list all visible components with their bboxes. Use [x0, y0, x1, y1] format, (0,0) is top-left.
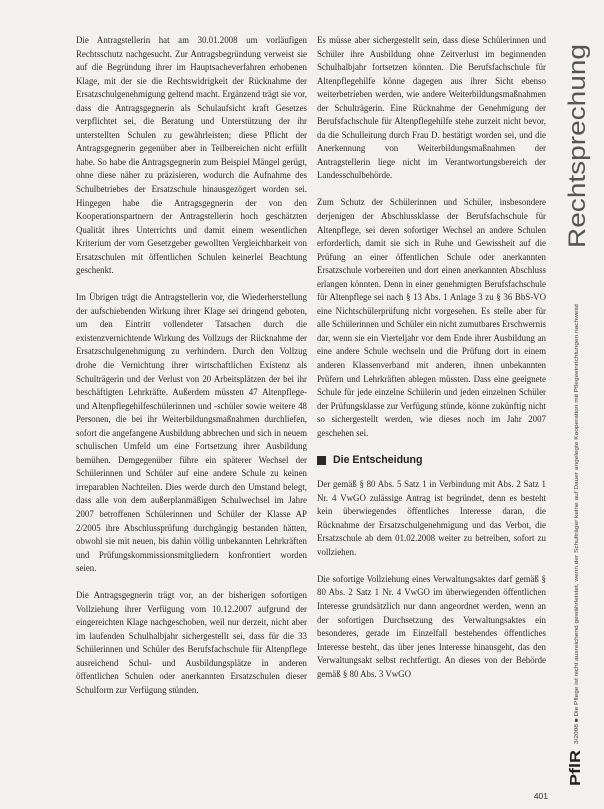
paragraph: Im Übrigen trägt die Antragstellerin vor, die Wiederherstellung der aufschiebenden Wirkung ihrer Klage sei dringend geboten, um den Eintritt vollendeter Tatsachen durch die existenzvernichtende Wirkung des Vollzugs der Rücknahme der Ersatzschulgenehmigung zu verhindern. Durch den Vollzug drohe die Vernichtung ihrer wirtschaftlichen Existenz als Schulträgerin und der Verlust von 20 Arbeitsplätzen der bei ihr beschäftigten Lehrkräfte. Außerdem müssten 47 Altenpflege- und Altenpflegehilfeschülerinnen und -schüler sowie weitere 48 Personen, die bei ihr Weiterbildungsmaßnahmen durchliefen, sofort die angefangene Ausbildung abbrechen und sich in neuem schulischen Umfeld um eine Fortsetzung ihrer Ausbildung bemühen. Demgegenüber führe ein späterer Wechsel der Schülerinnen und Schüler auf eine andere Schule zu keinen irreparablen Nachteilen. Dies werde durch den Umstand belegt, dass alle von dem außerplanmäßigen Schulwechsel im Jahre 2007 betroffenen Schülerinnen und Schüler der Klasse AP 2/2005 ihre Abschlussprüfung durchgängig bestanden hätten, obwohl sie mit neuen, bis dahin völlig unbekannten Lehrkräften und Prüfungskommissionsmitgliedern konfrontiert worden seien.	[76, 292, 307, 574]
paragraph: Die sofortige Vollziehung eines Verwaltungsaktes darf gemäß § 80 Abs. 2 Satz 1 Nr. 4 VwGO im überwiegenden öffentlichen Interesse grundsätzlich nur dann angeordnet werden, wenn an der sofortigen Durchsetzung des Verwaltungsaktes ein besonderes, gerade im Einzelfall bestehendes öffentliches Interesse besteht, das über jenes Interesse hinausgeht, das den Verwaltungsakt selbst rechtfertigt. An dieses von der Behörde gemäß § 80 Abs. 3 VwGO	[317, 573, 546, 679]
paragraph: Zum Schutz der Schülerinnen und Schüler, insbesondere derjenigen der Abschlussklasse der Berufsfachschule für Altenpflege, sei deren sofortiger Wechsel an andere Schulen erforderlich, damit sie sich in Ruhe und Gewissheit auf die Prüfung an einer öffentlichen Schule oder anerkannten Ersatzschule vorbereiten und dort einen anerkannten Abschluss erlangen könnten. Denn in einer genehmigten Berufsfachschule für Altenpflege sei nach § 13 Abs. 1 Anlage 3 zu § 36 BbS-VO eine Nichtschülerprüfung nicht vorgesehen. Es stelle aber für alle Schülerinnen und Schüler ein nicht zumutbares Erschwernis dar, wenn sie ein Vierteljahr vor dem Ende ihrer Ausbildung an eine andere Schule wechseln und die Prüfung dort in einem anderen Klassenverband mit anderen, ihnen unbekannten Prüfern und Lehrkräften ablegen müssten. Dass eine geeignete Schule für jede einzelne Schülerin und jeden einzelnen Schüler der Prüfungsklasse zur Verfügung stünde, könne zukünftig nicht so sichergestellt werden, wie dieses noch im Jahr 2007 geschehen sei.	[317, 197, 546, 438]
journal-footer	[556, 300, 596, 790]
square-bullet-icon	[317, 456, 326, 465]
paragraph: Der gemäß § 80 Abs. 5 Satz 1 in Verbindung mit Abs. 2 Satz 1 Nr. 4 VwGO zulässige Antrag ist begründet, denn es besteht kein überwiegendes öffentliches Interesse daran, die Rücknahme der Ersatzschulgenehmigung und das Verbot, die Ersatzschule ab dem 01.02.2008 weiter zu betreiben, sofort zu vollziehen.	[317, 479, 546, 557]
left-text-column	[76, 34, 307, 697]
paragraph: Die Antragstellerin hat am 30.01.2008 um vorläufigen Rechtsschutz nachgesucht. Zur Antragsbegründung verweist sie auf die Begründung ihrer im Hauptsacheverfahren erhobenen Klage, mit der sie die Rechtswidrigkeit der Rücknahme der Ersatzschulgenehmigung geltend macht. Ergänzend trägt sie vor, dass die Antragsgegnerin als Schulaufsicht kraft Gesetzes verpflichtet sei, die Beratung und Unterstützung der ihr unterstellten Schulen zu gewährleisten; diese Pflicht der Antragsgegnerin gegenüber aber in Teilbereichen nicht erfüllt habe. So habe die Antragsgegnerin zum Beispiel Mängel gerügt, ohne diese näher zu präzisieren, wodurch die Aufnahme des Schulbetriebes der Ersatzschule hinausgezögert worden sei. Hingegen habe die Antragsgegnerin der von den Kooperationspartnern der Antragstellerin hoch geschätzten Qualität ihres Unterrichts und damit einem wesentlichen Kriterium der vom Gesetzgeber gewollten Vergleichbarkeit von Ersatzschulen mit öffentlichen Schulen keinerlei Beachtung geschenkt.	[76, 35, 307, 276]
paragraph: Es müsse aber sichergestellt sein, dass diese Schülerinnen und Schüler ihre Ausbildung ohne Zeitverlust im beginnenden Schulhalbjahr fortsetzen könnten. Die Berufsfachschule für Altenpflegehilfe könne dagegen aus ihrer Sicht ebenso weiterbetrieben werden, wie andere Weiterbildungsmaßnahmen der Schulträgerin. Eine Rücknahme der Genehmigung der Berufsfachschule für Altenpflegehilfe stehe zurzeit nicht bevor, da die Schulleitung durch Frau D. bestätigt worden sei, und die Anerkennung von Weiterbildungsmaßnahmen der Antragstellerin liege nicht im Verantwortungsbereich der Landesschulbehörde.	[317, 35, 546, 181]
journal-logo: PflR	[567, 756, 584, 786]
page-number: 401	[533, 791, 548, 801]
right-text-column	[317, 34, 546, 681]
section-banner	[556, 40, 600, 250]
section-banner-text: Rechtsprechung	[564, 69, 591, 248]
section-heading	[317, 454, 546, 468]
paragraph: Die Antragsgegnerin trägt vor, an der bisherigen sofortigen Vollziehung ihrer Verfügung vom 10.12.2007 aufgrund der eingereichten Klage nachgeschoben, weil nur derzeit, nicht aber im laufenden Schulhalbjahr sichergestellt sei, dass für die 33 Schülerinnen und Schüler des Berufsfachschule für Altenpflege ausreichend Schul- und Ausbildungsplätze in anderen öffentlichen Schulen oder anerkannten Ersatzschulen dieser Schulform zur Verfügung stünden.	[76, 590, 307, 695]
journal-footer-text: 3/2008 ■ Die Pflege ist nicht ausreichend gewährleistet, wenn der Schulträger keine auf Dauer angelegte Kooperation mit Pflegeeinrichtungen nachweist	[574, 365, 580, 744]
section-heading-text: Die Entscheidung	[333, 453, 423, 466]
